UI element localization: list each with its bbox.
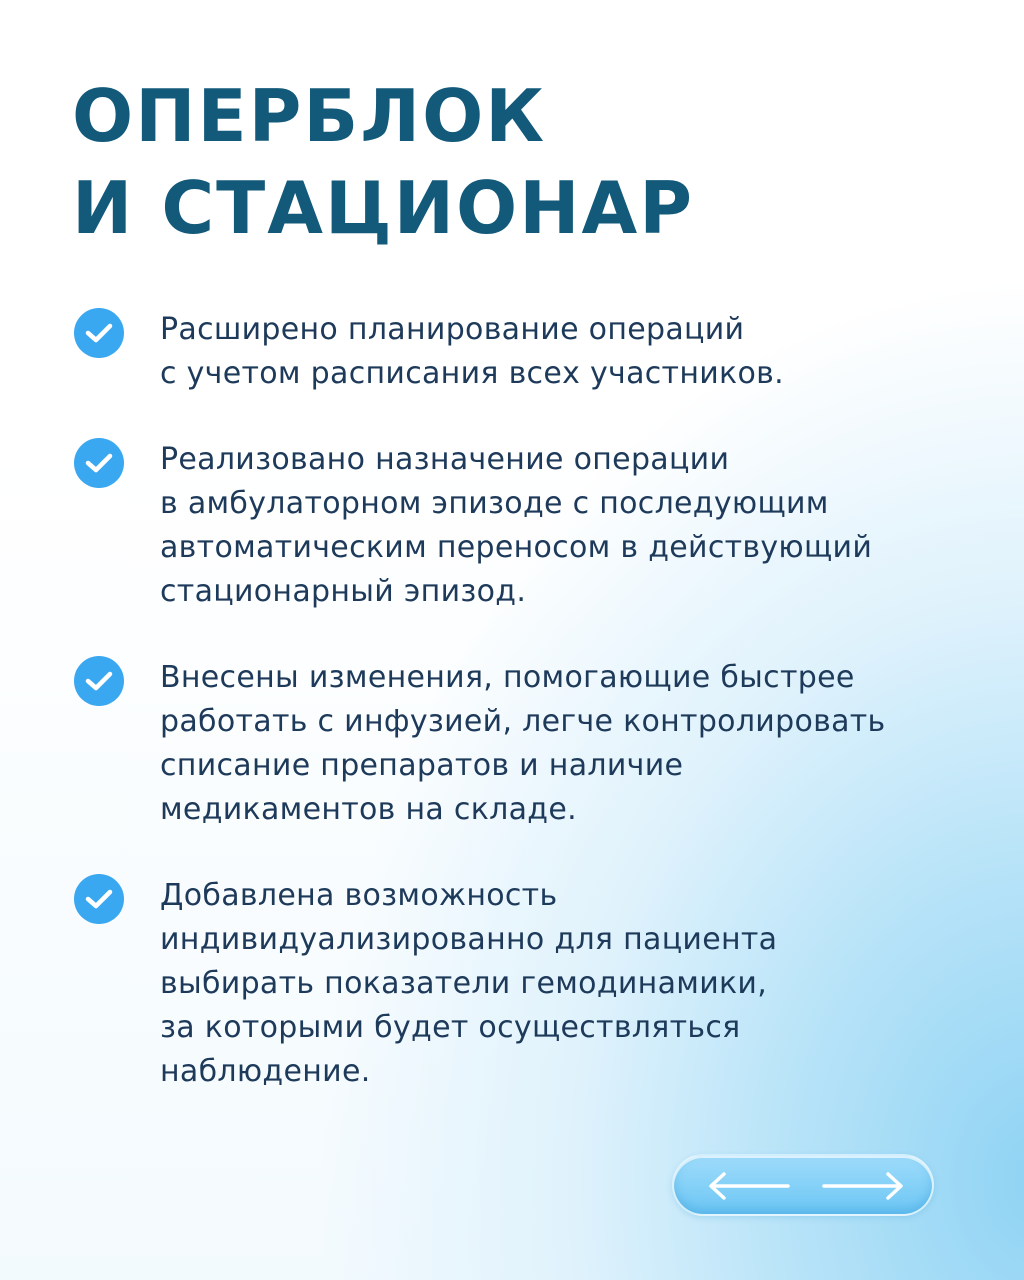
list-item-line: индивидуализированно для пациента — [160, 922, 778, 957]
list-item-line: медикаментов на складе. — [160, 792, 577, 827]
list-item-text — [160, 308, 974, 396]
check-circle-icon — [74, 308, 124, 358]
check-circle-icon — [74, 438, 124, 488]
list-item-line: стационарный эпизод. — [160, 574, 527, 609]
list-item-line: автоматическим переносом в действующий — [160, 530, 873, 565]
list-item-line: Добавлена возможность — [160, 878, 558, 913]
list-item-line: Расширено планирование операций — [160, 312, 745, 347]
list-item-line: за которыми будет осуществляться — [160, 1010, 741, 1045]
list-item-line: в амбулаторном эпизоде с последующим — [160, 486, 829, 521]
list-item-line: работать с инфузией, легче контролировать — [160, 704, 886, 739]
feature-list — [74, 308, 974, 1094]
list-item — [74, 656, 974, 832]
page-title — [72, 70, 694, 254]
title-line-2: И СТАЦИОНАР — [72, 166, 695, 250]
list-item-line: выбирать показатели гемодинамики, — [160, 966, 768, 1001]
list-item — [74, 308, 974, 396]
list-item-line: с учетом расписания всех участников. — [160, 356, 784, 391]
list-item-line: Реализовано назначение операции — [160, 442, 730, 477]
list-item-text — [160, 874, 974, 1094]
carousel-nav — [672, 1154, 934, 1216]
arrow-left-icon[interactable] — [704, 1168, 794, 1204]
list-item-text — [160, 438, 974, 614]
list-item — [74, 438, 974, 614]
arrow-right-icon[interactable] — [818, 1168, 908, 1204]
check-circle-icon — [74, 874, 124, 924]
list-item-line: Внесены изменения, помогающие быстрее — [160, 660, 855, 695]
title-line-1: ОПЕРБЛОК — [72, 74, 547, 158]
list-item-text — [160, 656, 974, 832]
list-item-line: наблюдение. — [160, 1054, 371, 1089]
list-item-line: списание препаратов и наличие — [160, 748, 684, 783]
check-circle-icon — [74, 656, 124, 706]
list-item — [74, 874, 974, 1094]
